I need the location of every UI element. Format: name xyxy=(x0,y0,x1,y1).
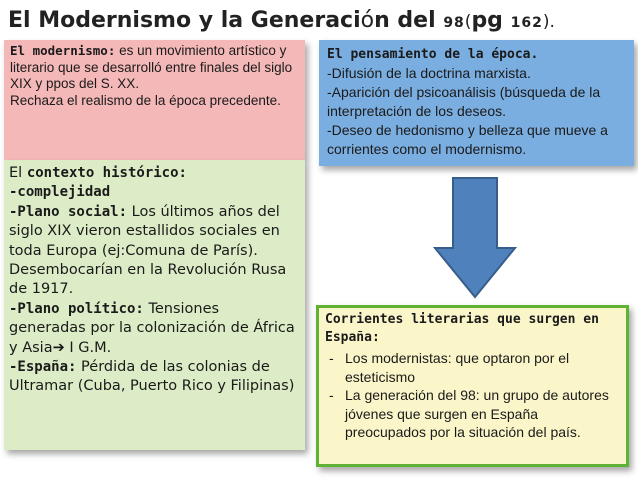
contexto-box xyxy=(4,160,305,450)
title-part-1: El Modernismo y la Generaci xyxy=(8,8,361,33)
contexto-prefix: El xyxy=(9,165,27,181)
corrientes-heading: Corrientes literarias que surgen en España: xyxy=(325,312,599,345)
down-arrow-icon xyxy=(432,176,518,300)
slide-title xyxy=(8,6,633,36)
pensamiento-item: -Difusión de la doctrina marxista. xyxy=(327,65,531,81)
pensamiento-box xyxy=(319,40,634,166)
title-part-7: 162 xyxy=(510,15,543,31)
title-part-3: n del xyxy=(374,8,444,33)
list-item: - Los modernistas: que optaron por el esteticismo xyxy=(345,349,620,386)
contexto-heading-line xyxy=(9,164,300,183)
list-item: - La generación del 98: un grupo de autores jóvenes que surgen en España preocupados por la situación del país. xyxy=(345,386,620,442)
contexto-espana-label: -España: xyxy=(9,359,77,376)
contexto-politico-text: Tensiones generadas por la colonización de África y Asia xyxy=(9,300,295,356)
contexto-complejidad: -complejidad xyxy=(9,184,111,201)
down-arrow-shape xyxy=(435,178,515,297)
contexto-espana xyxy=(9,358,300,397)
contexto-politico-tail: I G.M. xyxy=(64,339,112,356)
contexto-heading: contexto histórico: xyxy=(26,165,187,181)
contexto-social xyxy=(9,203,300,300)
contexto-social-text: Los últimos años del siglo XIX vieron estallidos sociales en toda Europa (ej:Comuna de París). Desembocarían en la Revolución Rusa de 1917. xyxy=(9,203,287,298)
pensamiento-item: -Deseo de hedonismo y belleza que mueve a corrientes como el modernismo. xyxy=(327,122,608,157)
contexto-espana-text: Pérdida de las colonias de Ultramar (Cuba, Puerto Rico y Filipinas) xyxy=(9,359,295,395)
arrow-right-icon: ➔ xyxy=(52,339,65,356)
title-part-4: 98 xyxy=(443,15,465,31)
pensamiento-item: -Aparición del psicoanálisis (búsqueda de la interpretación de los deseos. xyxy=(327,84,601,119)
title-part-8: ). xyxy=(542,12,555,32)
modernismo-definition-text: es un movimiento artístico y literario que se desarrolló entre finales del siglo XIX y ppos del S. XX. xyxy=(10,43,293,91)
title-part-6: pg xyxy=(471,8,511,33)
modernismo-label: El modernismo: xyxy=(10,43,116,58)
pensamiento-heading: El pensamiento de la época. xyxy=(327,47,539,62)
contexto-social-label: -Plano social: xyxy=(9,203,128,220)
contexto-politico xyxy=(9,300,300,358)
modernismo-box xyxy=(4,40,305,160)
corrientes-list xyxy=(325,349,620,442)
modernismo-definition xyxy=(10,43,299,93)
contexto-politico-label: -Plano político: xyxy=(9,300,144,317)
corrientes-box xyxy=(316,305,629,467)
modernismo-rejection: Rechaza el realismo de la época precedente. xyxy=(10,92,281,108)
title-part-5: ( xyxy=(464,12,472,32)
title-part-2: ó xyxy=(360,8,375,33)
